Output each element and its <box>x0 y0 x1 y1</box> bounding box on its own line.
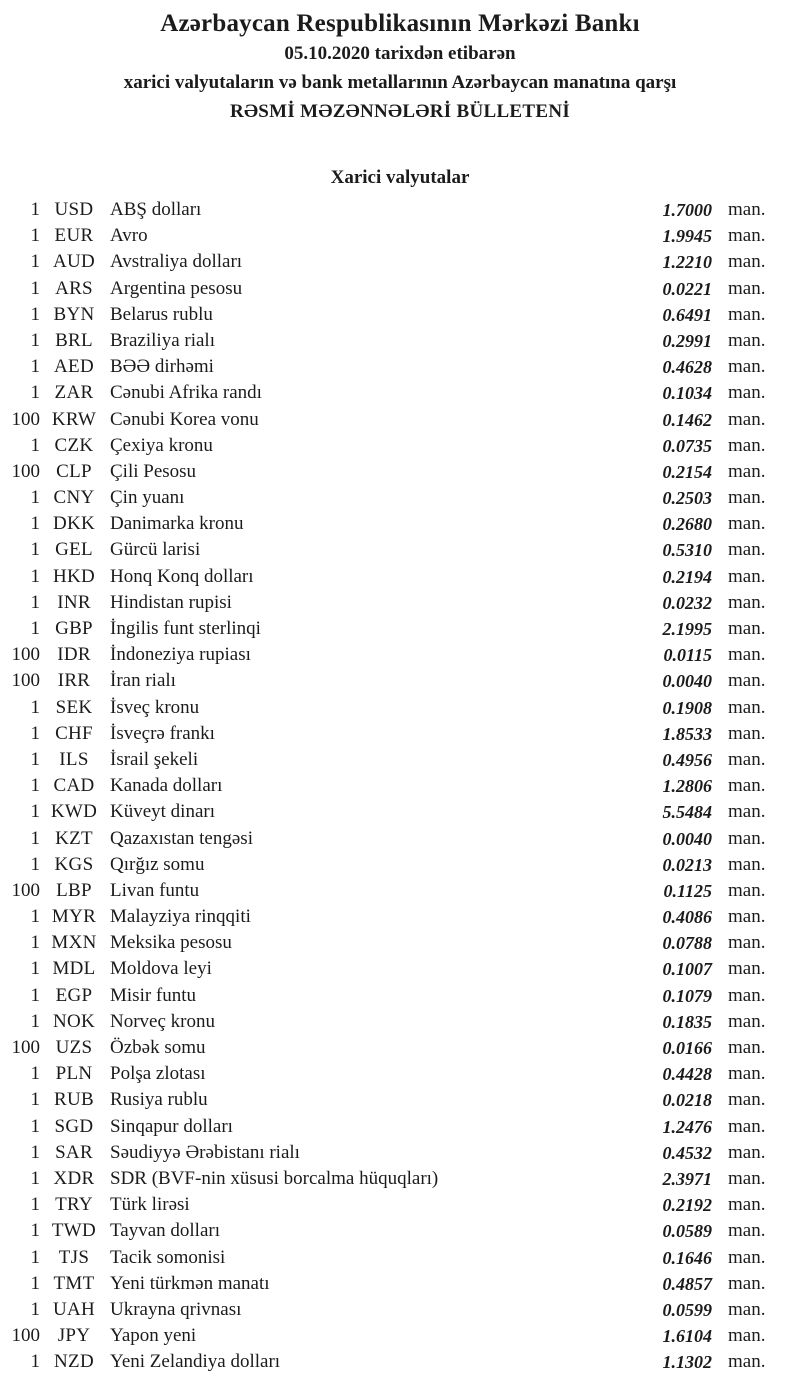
currency-rate: 0.2991 <box>662 330 712 351</box>
unit-label: man. <box>728 801 766 823</box>
currency-code: BRL <box>55 329 93 351</box>
currency-code: HKD <box>52 565 96 587</box>
unit-label: man. <box>728 329 766 351</box>
currency-code: SGD <box>54 1115 94 1137</box>
currency-quantity: 1 <box>30 1141 40 1163</box>
currency-row <box>0 1140 800 1166</box>
currency-name: İndoneziya rupiası <box>110 644 251 666</box>
unit-label: man. <box>728 853 766 875</box>
currency-name: Polşa zlotası <box>110 1063 206 1085</box>
currency-rate: 0.0599 <box>662 1299 712 1320</box>
currency-row <box>0 616 800 642</box>
currency-name: Çin yuanı <box>110 487 185 509</box>
currency-quantity: 1 <box>30 251 40 273</box>
currency-row <box>0 1192 800 1218</box>
currency-code: KGS <box>54 853 94 875</box>
currency-code: CZK <box>54 434 94 456</box>
currency-quantity: 1 <box>30 1010 40 1032</box>
currency-row <box>0 1035 800 1061</box>
unit-label: man. <box>728 1272 766 1294</box>
unit-label: man. <box>728 775 766 797</box>
currency-rate: 0.2503 <box>662 488 712 509</box>
currency-name: Braziliya rialı <box>110 329 215 351</box>
currency-name: Avro <box>110 225 148 247</box>
currency-quantity: 1 <box>30 565 40 587</box>
currency-quantity: 1 <box>30 984 40 1006</box>
currency-name: Özbək somu <box>110 1037 206 1058</box>
currency-quantity: 100 <box>11 879 40 901</box>
currency-name: Yeni türkmən manatı <box>110 1272 270 1294</box>
unit-label: man. <box>728 748 766 770</box>
currency-rate: 1.7000 <box>662 200 712 220</box>
currency-code: ARS <box>55 277 93 299</box>
currency-rate: 0.0115 <box>663 645 712 666</box>
currency-quantity: 1 <box>30 199 40 220</box>
currency-row <box>0 1061 800 1087</box>
currency-name: Çexiya kronu <box>110 434 213 456</box>
unit-label: man. <box>728 696 766 718</box>
currency-rate: 0.0735 <box>662 435 712 456</box>
currency-code: ILS <box>59 748 89 770</box>
currency-row <box>0 197 800 223</box>
currency-quantity: 100 <box>11 1325 40 1347</box>
unit-label: man. <box>728 251 766 273</box>
currency-code: GBP <box>55 618 93 639</box>
unit-label: man. <box>728 513 766 535</box>
currency-row <box>0 852 800 878</box>
unit-label: man. <box>728 539 766 561</box>
currency-row <box>0 668 800 694</box>
currency-rate: 1.2210 <box>662 252 712 273</box>
currency-name: Yeni Zelandiya dolları <box>110 1351 281 1373</box>
currency-row <box>0 564 800 590</box>
currency-code: UZS <box>55 1037 93 1058</box>
currency-quantity: 1 <box>30 932 40 954</box>
unit-label: man. <box>728 382 766 404</box>
currency-row <box>0 799 800 825</box>
unit-label: man. <box>728 1063 766 1085</box>
currency-rate: 2.3971 <box>662 1168 712 1189</box>
currency-rate: 0.1908 <box>662 697 712 718</box>
currency-row <box>0 511 800 537</box>
unit-label: man. <box>728 1167 766 1189</box>
currency-rate: 0.1462 <box>662 409 712 430</box>
currency-rate: 0.1079 <box>662 985 712 1006</box>
unit-label: man. <box>728 1037 766 1058</box>
currency-quantity: 1 <box>30 1115 40 1137</box>
currency-row <box>0 1349 800 1375</box>
currency-name: Çili Pesosu <box>110 460 197 482</box>
currency-name: Belarus rublu <box>110 303 213 325</box>
unit-label: man. <box>728 932 766 954</box>
currency-name: İran rialı <box>110 670 176 692</box>
unit-label: man. <box>728 1298 766 1320</box>
currency-rate: 0.0213 <box>662 854 712 875</box>
currency-row <box>0 695 800 721</box>
unit-label: man. <box>728 1194 766 1216</box>
currency-rate: 0.1646 <box>662 1247 712 1268</box>
subtitle-line: xarici valyutaların və bank metallarının Azərbaycan manatına qarşı <box>123 72 677 93</box>
currency-rate: 1.2806 <box>662 776 712 797</box>
currency-row <box>0 642 800 668</box>
unit-label: man. <box>728 984 766 1006</box>
currency-code: MXN <box>51 932 97 954</box>
currency-name: Malayziya rinqqiti <box>110 906 251 928</box>
currency-code: TMT <box>53 1272 95 1294</box>
currency-rate: 1.9945 <box>662 226 712 247</box>
currency-quantity: 1 <box>30 1089 40 1111</box>
currency-row <box>0 590 800 616</box>
currency-rate: 0.5310 <box>662 540 712 561</box>
currency-quantity: 1 <box>30 1351 40 1373</box>
unit-label: man. <box>728 722 766 744</box>
currency-name: Küveyt dinarı <box>110 801 216 823</box>
currency-rate: 0.0040 <box>662 828 712 849</box>
currency-quantity: 1 <box>30 356 40 378</box>
currency-rate: 1.6104 <box>662 1326 712 1347</box>
currency-code: NZD <box>54 1351 94 1373</box>
unit-label: man. <box>728 1325 766 1347</box>
currency-name: İngilis funt sterlinqi <box>110 618 261 639</box>
currency-code: TWD <box>51 1220 97 1242</box>
currency-quantity: 1 <box>30 853 40 875</box>
currency-quantity: 1 <box>30 225 40 247</box>
unit-label: man. <box>728 408 766 430</box>
currency-quantity: 1 <box>30 801 40 823</box>
currency-code: AUD <box>52 251 96 273</box>
currency-row <box>0 983 800 1009</box>
currency-name: Rusiya rublu <box>110 1089 208 1111</box>
currency-code: NOK <box>52 1010 96 1032</box>
currency-quantity: 100 <box>11 670 40 692</box>
currency-code: CLP <box>56 460 92 482</box>
currency-rate: 0.1034 <box>662 383 712 404</box>
currency-name: Moldova leyi <box>110 958 212 980</box>
currency-code: CAD <box>53 775 95 797</box>
unit-label: man. <box>728 1351 766 1373</box>
currency-quantity: 1 <box>30 618 40 639</box>
currency-code: JPY <box>57 1325 91 1347</box>
currency-rate: 0.1007 <box>662 959 712 980</box>
currency-quantity: 1 <box>30 696 40 718</box>
currency-name: İsveç kronu <box>110 696 200 718</box>
currency-name: Qazaxıstan tengəsi <box>110 827 253 849</box>
currency-code: BYN <box>53 303 95 325</box>
currency-row <box>0 904 800 930</box>
currency-name: Misir funtu <box>110 984 197 1006</box>
currency-name: İsrail şekeli <box>110 748 199 770</box>
currency-name: Tayvan dolları <box>110 1220 220 1242</box>
currency-rate: 0.2192 <box>662 1195 712 1216</box>
currency-quantity: 1 <box>30 277 40 299</box>
currency-name: Səudiyyə Ərəbistanı rialı <box>110 1141 300 1163</box>
currency-code: XDR <box>53 1167 95 1189</box>
currency-row <box>0 878 800 904</box>
unit-label: man. <box>728 1220 766 1242</box>
currency-name: Kanada dolları <box>110 775 223 797</box>
currency-rate: 0.4857 <box>662 1273 712 1294</box>
currency-quantity: 1 <box>30 958 40 980</box>
currency-row <box>0 1166 800 1192</box>
currency-quantity: 1 <box>30 434 40 456</box>
currency-row <box>0 721 800 747</box>
unit-label: man. <box>728 225 766 247</box>
currency-row <box>0 276 800 302</box>
unit-label: man. <box>728 303 766 325</box>
currency-rate: 5.5484 <box>662 802 712 823</box>
unit-label: man. <box>728 356 766 378</box>
currency-quantity: 1 <box>30 303 40 325</box>
unit-label: man. <box>728 591 766 613</box>
currency-code: SEK <box>55 696 93 718</box>
currency-rate: 0.4628 <box>662 357 712 378</box>
currency-code: KZT <box>55 827 93 849</box>
currency-code: PLN <box>55 1063 93 1085</box>
currency-quantity: 1 <box>30 1246 40 1268</box>
currency-name: ABŞ dolları <box>110 199 202 220</box>
currency-quantity: 1 <box>30 329 40 351</box>
currency-quantity: 100 <box>11 644 40 666</box>
unit-label: man. <box>728 618 766 639</box>
currency-row <box>0 1271 800 1297</box>
currency-name: Yapon yeni <box>110 1325 197 1347</box>
currency-row <box>0 485 800 511</box>
unit-label: man. <box>728 277 766 299</box>
unit-label: man. <box>728 827 766 849</box>
unit-label: man. <box>728 1115 766 1137</box>
currency-row <box>0 1297 800 1323</box>
unit-label: man. <box>728 1141 766 1163</box>
unit-label: man. <box>728 906 766 928</box>
currency-rate: 0.0040 <box>662 671 712 692</box>
unit-label: man. <box>728 644 766 666</box>
currency-quantity: 1 <box>30 1220 40 1242</box>
currency-code: TJS <box>58 1246 90 1268</box>
currency-name: Livan funtu <box>110 879 200 901</box>
currency-quantity: 1 <box>30 722 40 744</box>
currency-quantity: 1 <box>30 748 40 770</box>
currency-quantity: 1 <box>30 775 40 797</box>
unit-label: man. <box>728 565 766 587</box>
currency-name: BƏƏ dirhəmi <box>110 356 214 378</box>
bank-title: Azərbaycan Respublikasının Mərkəzi Bankı <box>160 10 640 37</box>
currency-name: Honq Konq dolları <box>110 565 254 587</box>
currency-quantity: 1 <box>30 513 40 535</box>
currency-row <box>0 826 800 852</box>
unit-label: man. <box>728 460 766 482</box>
currency-name: Danimarka kronu <box>110 513 244 535</box>
document-header <box>0 0 800 126</box>
unit-label: man. <box>728 1010 766 1032</box>
bulletin-title: RƏSMİ MƏZƏNNƏLƏRİ BÜLLETENİ <box>229 101 571 122</box>
currency-name: Qırğız somu <box>110 853 205 875</box>
currency-name: Cənubi Korea vonu <box>110 408 259 430</box>
currency-rate: 0.2680 <box>662 514 712 535</box>
currency-row <box>0 1323 800 1349</box>
unit-label: man. <box>728 1089 766 1111</box>
unit-label: man. <box>728 1246 766 1268</box>
currency-row <box>0 354 800 380</box>
currency-quantity: 1 <box>30 1298 40 1320</box>
currency-code: INR <box>57 591 91 613</box>
currency-rate: 0.6491 <box>662 304 712 325</box>
currency-code: SAR <box>55 1141 93 1163</box>
currency-rate: 2.1995 <box>662 619 712 639</box>
currency-code: TRY <box>55 1194 93 1216</box>
currency-rate: 0.1125 <box>663 880 712 901</box>
currency-code: UAH <box>52 1298 96 1320</box>
currency-name: Argentina pesosu <box>110 277 243 299</box>
currency-rate: 0.1835 <box>662 1011 712 1032</box>
currency-row <box>0 1114 800 1140</box>
currency-name: Ukrayna qrivnası <box>110 1298 242 1320</box>
currency-rate: 1.8533 <box>662 723 712 744</box>
currency-row <box>0 433 800 459</box>
currency-rate: 0.4956 <box>662 749 712 770</box>
currency-name: Gürcü larisi <box>110 539 201 561</box>
currency-code: KWD <box>50 801 98 823</box>
unit-label: man. <box>728 879 766 901</box>
currency-code: EUR <box>54 225 94 247</box>
effective-date-line: 05.10.2020 tarixdən etibarən <box>284 43 516 64</box>
currency-rate: 0.0166 <box>662 1038 712 1058</box>
currency-code: USD <box>54 199 94 220</box>
currency-quantity: 100 <box>11 408 40 430</box>
currency-code: RUB <box>54 1089 94 1111</box>
currency-code: MDL <box>52 958 96 980</box>
currency-code: CNY <box>53 487 95 509</box>
currency-name: Sinqapur dolları <box>110 1115 233 1137</box>
currency-row <box>0 302 800 328</box>
currency-quantity: 1 <box>30 1167 40 1189</box>
currency-row <box>0 407 800 433</box>
currency-row <box>0 537 800 563</box>
currency-code: DKK <box>52 513 96 535</box>
currency-name: Türk lirəsi <box>110 1194 190 1216</box>
currency-code: IDR <box>57 644 91 666</box>
unit-label: man. <box>728 958 766 980</box>
currency-row <box>0 1245 800 1271</box>
section-title-foreign-currencies: Xarici valyutalar <box>330 167 470 188</box>
unit-label: man. <box>728 670 766 692</box>
currency-rate: 1.2476 <box>662 1116 712 1137</box>
currency-quantity: 1 <box>30 382 40 404</box>
unit-label: man. <box>728 487 766 509</box>
currency-rate: 0.4086 <box>662 907 712 928</box>
currency-code: KRW <box>51 408 97 430</box>
currency-rate: 0.0218 <box>662 1090 712 1111</box>
currency-quantity: 1 <box>30 1194 40 1216</box>
currency-quantity: 1 <box>30 591 40 613</box>
currency-row <box>0 459 800 485</box>
currency-code: LBP <box>56 879 92 901</box>
currency-rate: 0.0221 <box>662 278 712 299</box>
currency-row <box>0 328 800 354</box>
currency-quantity: 1 <box>30 827 40 849</box>
currency-rate: 0.0788 <box>662 933 712 954</box>
currency-row <box>0 747 800 773</box>
currency-row <box>0 773 800 799</box>
currency-quantity: 1 <box>30 1063 40 1085</box>
currency-name: Hindistan rupisi <box>110 591 232 613</box>
currency-rate-table <box>0 197 800 1375</box>
currency-code: AED <box>54 356 94 378</box>
currency-rate: 0.0589 <box>662 1221 712 1242</box>
currency-name: Meksika pesosu <box>110 932 232 954</box>
currency-code: CHF <box>55 722 93 744</box>
currency-name: Avstraliya dolları <box>110 251 243 273</box>
currency-name: İsveçrə frankı <box>110 722 215 744</box>
currency-row <box>0 1009 800 1035</box>
currency-row <box>0 1087 800 1113</box>
currency-row <box>0 223 800 249</box>
currency-row <box>0 930 800 956</box>
currency-row <box>0 249 800 275</box>
currency-rate: 0.4532 <box>662 1142 712 1163</box>
currency-row <box>0 1218 800 1244</box>
currency-code: MYR <box>51 906 97 928</box>
currency-quantity: 1 <box>30 1272 40 1294</box>
currency-rate: 0.2194 <box>662 566 712 587</box>
currency-row <box>0 956 800 982</box>
currency-quantity: 1 <box>30 906 40 928</box>
currency-name: Cənubi Afrika randı <box>110 382 262 404</box>
currency-name: SDR (BVF-nin xüsusi borcalma hüquqları) <box>110 1167 439 1189</box>
currency-quantity: 100 <box>11 1037 40 1058</box>
currency-rate: 0.0232 <box>662 592 712 613</box>
currency-rate: 0.2154 <box>662 461 712 482</box>
currency-quantity: 100 <box>11 460 40 482</box>
currency-rate: 0.4428 <box>662 1064 712 1085</box>
currency-code: ZAR <box>54 382 94 404</box>
currency-name: Tacik somonisi <box>110 1246 226 1268</box>
currency-row <box>0 380 800 406</box>
unit-label: man. <box>728 199 766 220</box>
currency-code: IRR <box>57 670 91 692</box>
currency-code: EGP <box>55 984 93 1006</box>
unit-label: man. <box>728 434 766 456</box>
currency-quantity: 1 <box>30 539 40 561</box>
currency-rate: 1.1302 <box>662 1352 712 1373</box>
currency-quantity: 1 <box>30 487 40 509</box>
currency-code: GEL <box>55 539 93 561</box>
currency-name: Norveç kronu <box>110 1010 215 1032</box>
